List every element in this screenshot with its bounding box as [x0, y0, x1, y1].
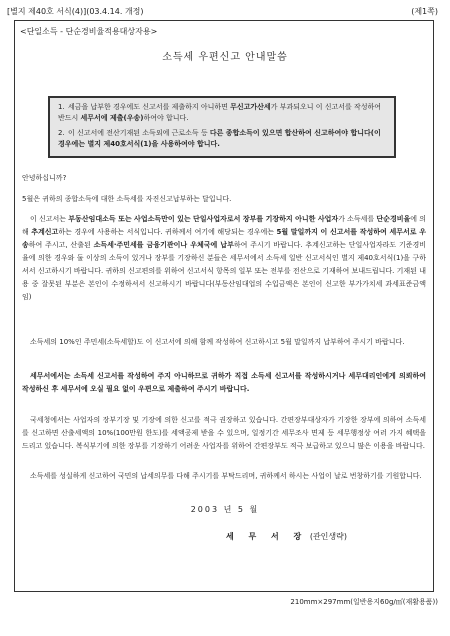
signer-name: 세 무 서 장 — [226, 532, 308, 541]
page-title: 소득세 우편신고 안내말씀 — [162, 52, 288, 63]
signer — [226, 531, 347, 542]
notice-item-2: 2. 이 신고서에 전산기재된 소득외에 근로소득 등 다른 종합소득이 있으면 합산하여 신고하여야 합니다(이 경우에는 별지 제40호서식(1)을 사용하여야 합니다. — [58, 129, 381, 148]
seal-note: (관인생략) — [309, 532, 347, 541]
paragraph-2: 이 신고서는 부동산임대소득 또는 사업소득만이 있는 단일사업자로서 장부를 기장하지 아니한 사업자가 소득세를 단순경비율에 의해 추계신고하는 경우에 사용하는 서식입니다. 귀하께서 여기에 해당되는 경우에는 5월 말일까지 이 신고서를 작성하여 세무서로 우송하여 주시고, 산출된 소득세·주민세를 금융기관이나 우체국에 납부하여 주시기 바랍니다. 추계신고하는 단일사업자라도 기준경비율에 의한 경우와 둘 이상의 소득이 있거나 장부를 기장하신 분들은 세무서에서 소득세 일반 신고서식인 별지 제40호서식(1)을 구하셔서 신고하시기 바랍니다. 귀하의 신고편의를 위하여 신고서식 항목의 일부 또는 전부를 전산으로 기재하여 보내드립니다. 기재된 내용 중 잘못된 부분은 본인이 수정하셔서 신고하시기 바랍니다(부동산임대업의 수입금액은 본인이 신고한 부가가치세 과세표준금액임) — [22, 215, 427, 301]
paragraph-1: 5월은 귀하의 종합소득에 대한 소득세를 자진신고납부하는 달입니다. — [22, 195, 232, 203]
page-number: (제1쪽) — [411, 7, 438, 16]
notice-item-1: 1. 세금을 납부한 경우에도 신고서를 제출하지 아니하면 무신고가산세가 부과되오니 이 신고서를 작성하여 반드시 세무서에 제출(우송)하여야 합니다. — [58, 103, 382, 122]
paragraph-5: 국세청에서는 사업자의 장부기장 및 기장에 의한 신고를 적극 권장하고 있습니다. 간편장부대상자가 기장한 장부에 의하여 소득세를 신고하면 산출세액의 10%(100만원 한도)를 세액공제 받을 수 있으며, 일정기간 세무조사 면제 등 세무행정상 여러 가지 혜택을 드리고 있습니다. 복식부기에 의한 장부를 기장하기 어려운 사업자를 위하여 간편장부도 적극 보급하고 있으니 많은 이용을 바랍니다. — [22, 416, 426, 450]
greeting: 안녕하십니까? — [22, 174, 67, 182]
form-category: <단일소득 - 단순경비율적용대상자용> — [20, 27, 158, 36]
notice-box — [48, 96, 396, 158]
paper-spec: 210mm×297mm(일반용지60g/㎡(재활용품)) — [290, 598, 438, 606]
form-id: [별지 제40호 서식(4)](03.4.14. 개정) — [7, 7, 144, 16]
paragraph-4: 세무서에서는 소득세 신고서를 작성하여 주지 아니하므로 귀하가 직접 소득세 신고서를 작성하시거나 세무대리인에게 의뢰하여 작성하신 후 세무서에 오실 필요 없이 우편으로 제출하여 주시기 바랍니다. — [22, 372, 426, 393]
issue-date: 2003 년 5 월 — [190, 505, 260, 514]
paragraph-6: 소득세를 성실하게 신고하여 국민의 납세의무를 다해 주시기를 부탁드리며, 귀하께서 하시는 사업이 날로 번창하기를 기원합니다. — [30, 472, 422, 480]
paragraph-3: 소득세의 10%인 주민세(소득세할)도 이 신고서에 의해 함께 작성하여 신고하시고 5월 말일까지 납부하여 주시기 바랍니다. — [30, 338, 405, 346]
